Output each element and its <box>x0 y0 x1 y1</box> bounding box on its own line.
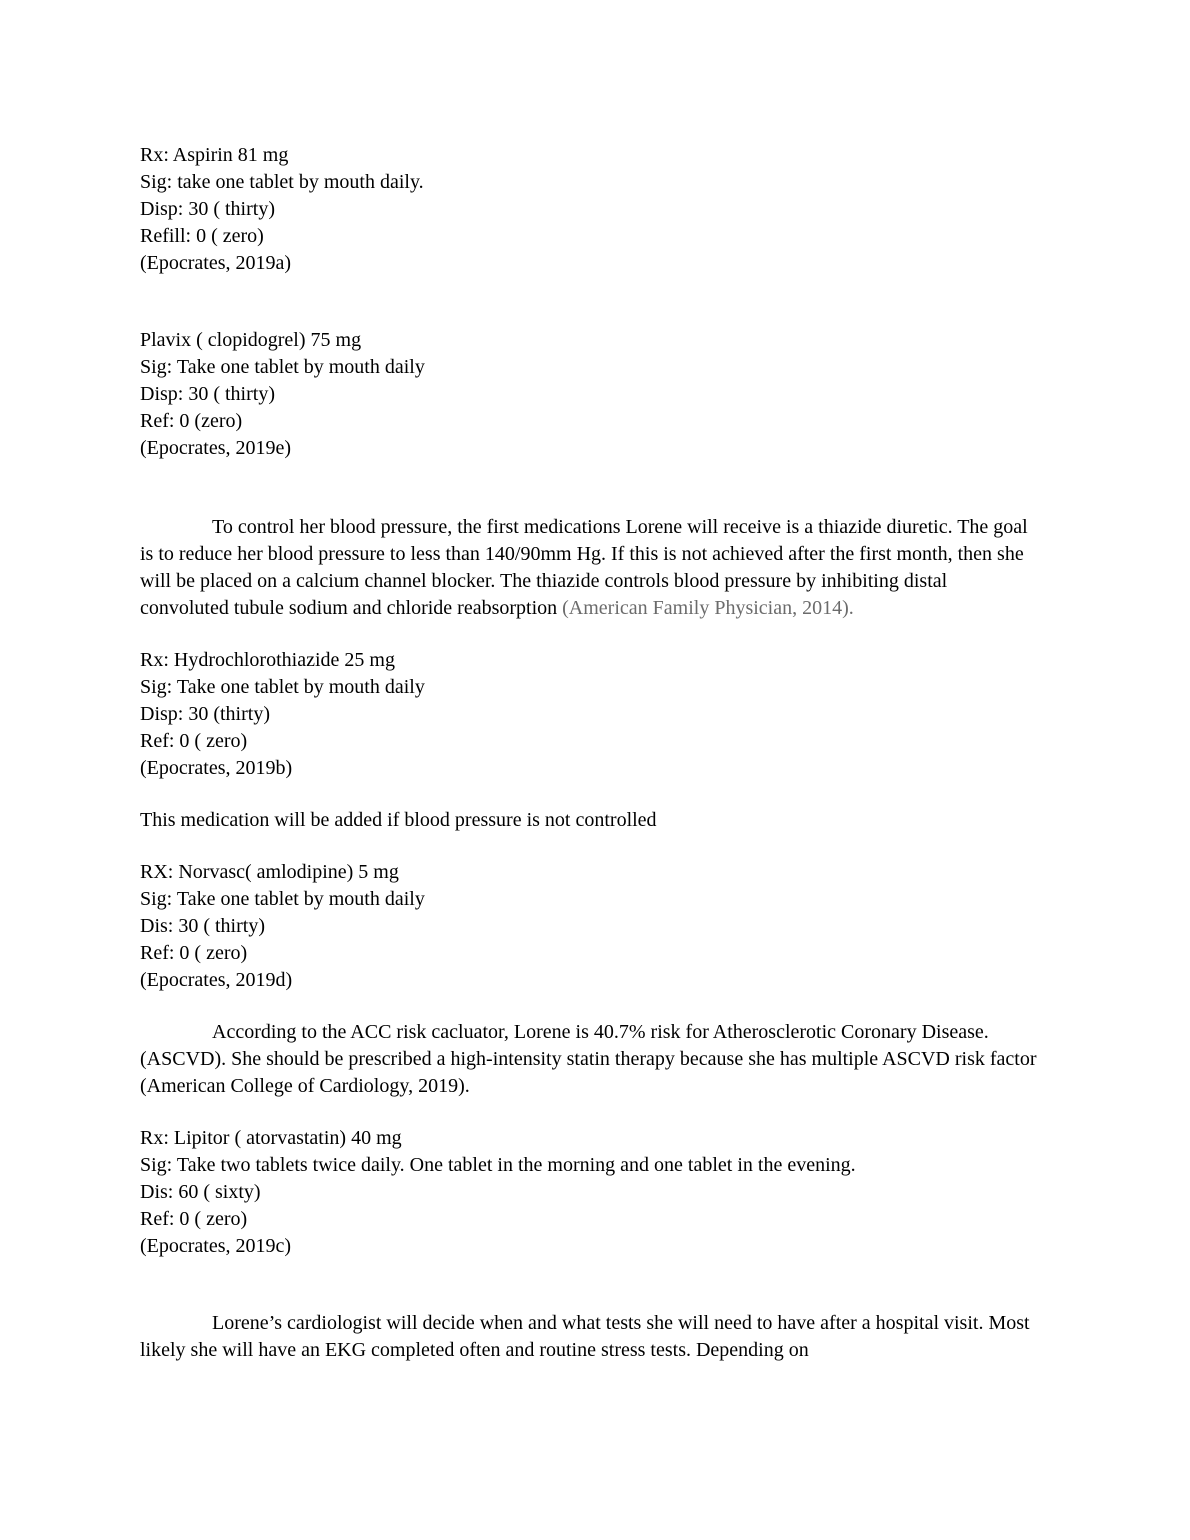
rx-block-norvasc <box>140 859 1040 994</box>
rx-norvasc-sig-line: Sig: Take one tablet by mouth daily <box>140 888 425 910</box>
paragraph-blood-pressure <box>140 514 1040 622</box>
rx-plavix-sig-line: Sig: Take one tablet by mouth daily <box>140 356 425 378</box>
rx-norvasc-disp-line: Dis: 30 ( thirty) <box>140 915 265 937</box>
rx-hctz-sig-line: Sig: Take one tablet by mouth daily <box>140 676 425 698</box>
rx-lipitor-refill-line: Ref: 0 ( zero) <box>140 1208 248 1230</box>
rx-block-hydrochlorothiazide <box>140 647 1040 782</box>
rx-plavix-disp-line: Disp: 30 ( thirty) <box>140 383 275 405</box>
paragraph-ascvd-risk: According to the ACC risk cacluator, Lorene is 40.7% risk for Atherosclerotic Coronary Disease. (ASCVD). She should be prescribed a high-intensity statin therapy because she has multiple ASCVD risk factor (American College of Cardiology, 2019). <box>140 1021 1037 1097</box>
rx-hctz-drug-line: Rx: Hydrochlorothiazide 25 mg <box>140 649 395 671</box>
rx-aspirin-sig-line: Sig: take one tablet by mouth daily. <box>140 171 424 193</box>
rx-aspirin-disp-line: Disp: 30 ( thirty) <box>140 198 275 220</box>
rx-hctz-citation-line: (Epocrates, 2019b) <box>140 757 293 779</box>
rx-aspirin-refill-line: Refill: 0 ( zero) <box>140 225 264 247</box>
rx-hctz-disp-line: Disp: 30 (thirty) <box>140 703 270 725</box>
rx-norvasc-citation-line: (Epocrates, 2019d) <box>140 969 293 991</box>
rx-aspirin-drug-line: Rx: Aspirin 81 mg <box>140 144 289 166</box>
rx-plavix-refill-line: Ref: 0 (zero) <box>140 410 243 432</box>
rx-lipitor-drug-line: Rx: Lipitor ( atorvastatin) 40 mg <box>140 1127 402 1149</box>
rx-plavix-citation-line: (Epocrates, 2019e) <box>140 437 292 459</box>
paragraph-blood-pressure-text: To control her blood pressure, the first medications Lorene will receive is a thiazide diuretic. The goal is to reduce her blood pressure to less than 140/90mm Hg. If this is not achieved after the first month, then she will be placed on a calcium channel blocker. The thiazide controls blood pressure by inhibiting distal convoluted tubule sodium and chloride reabsorption <box>140 516 1028 619</box>
rx-lipitor-citation-line: (Epocrates, 2019c) <box>140 1235 292 1257</box>
rx-lipitor-disp-line: Dis: 60 ( sixty) <box>140 1181 261 1203</box>
rx-block-aspirin <box>140 142 1040 277</box>
rx-hctz-refill-line: Ref: 0 ( zero) <box>140 730 248 752</box>
paragraph-blood-pressure-citation: (American Family Physician, 2014). <box>562 597 854 619</box>
rx-norvasc-drug-line: RX: Norvasc( amlodipine) 5 mg <box>140 861 399 883</box>
rx-lipitor-sig-line: Sig: Take two tablets twice daily. One tablet in the morning and one tablet in the evening. <box>140 1154 856 1176</box>
rx-block-lipitor <box>140 1125 1040 1260</box>
rx-plavix-drug-line: Plavix ( clopidogrel) 75 mg <box>140 329 362 351</box>
rx-aspirin-citation-line: (Epocrates, 2019a) <box>140 252 292 274</box>
paragraph-cardiologist-followup: Lorene’s cardiologist will decide when and what tests she will need to have after a hospital visit. Most likely she will have an EKG completed often and routine stress tests. Depending on <box>140 1312 1030 1361</box>
rx-norvasc-refill-line: Ref: 0 ( zero) <box>140 942 248 964</box>
rx-block-plavix <box>140 327 1040 462</box>
note-added-medication: This medication will be added if blood pressure is not controlled <box>140 809 657 831</box>
